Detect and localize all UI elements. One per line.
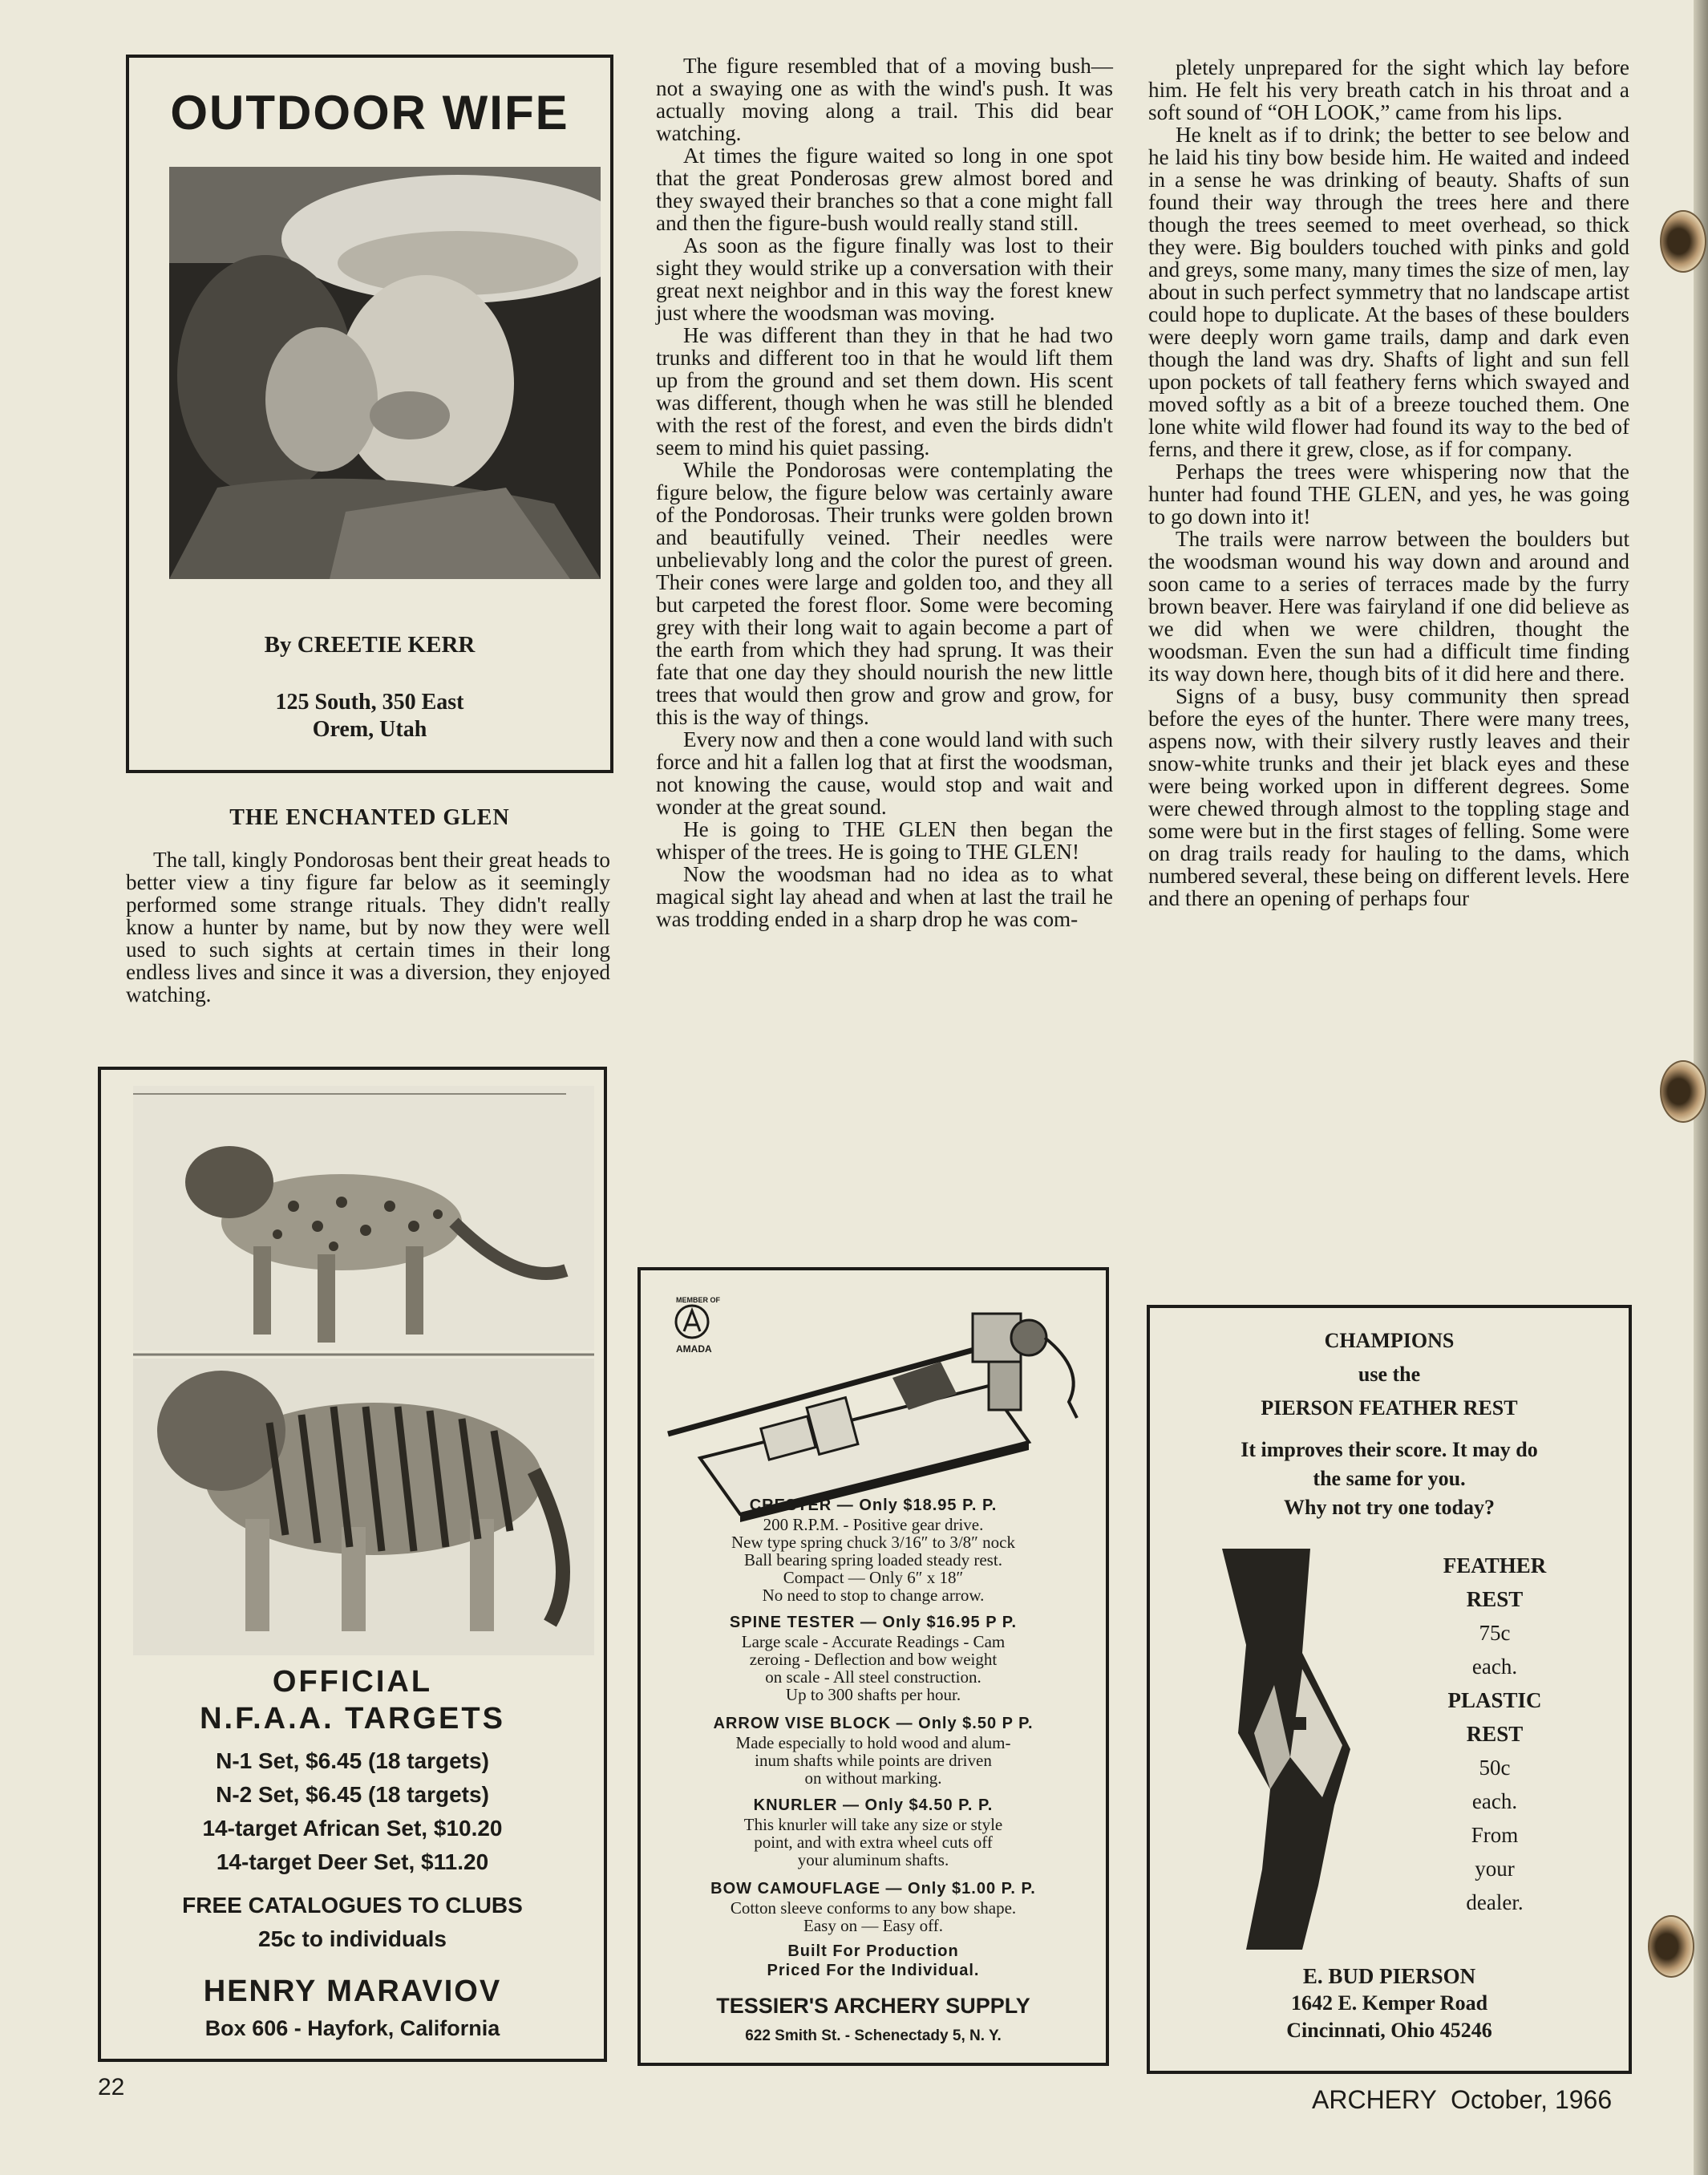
punch-hole (1660, 210, 1706, 273)
spine-line: on scale - All steel construction. (765, 1667, 981, 1687)
article-paragraph: pletely unprepared for the sight which lay before him. He felt his very breath catch in his throat and a soft sound of “OH LOOK,” came from his lips. (1148, 55, 1629, 124)
knurler-line: This knurler will take any size or style (743, 1815, 1003, 1834)
targets-title: OFFICIAL (272, 1665, 433, 1699)
target-item: 14-target African Set, $10.20 (202, 1816, 503, 1841)
seller-name: HENRY MARAVIOV (203, 1975, 502, 2008)
article-heading: THE ENCHANTED GLEN (229, 805, 510, 830)
price-list-line: dealer. (1466, 1890, 1524, 1914)
article-paragraph: Now the woodsman had no idea as to what magical sight lay ahead and when at last the trail he was trodding ended in a sharp drop he was com- (656, 862, 1113, 931)
column-title: OUTDOOR WIFE (170, 86, 569, 140)
pierson-line: Why not try one today? (1284, 1496, 1495, 1519)
pierson-product: PIERSON FEATHER REST (1261, 1396, 1518, 1420)
author-photo (169, 167, 601, 579)
crester-machine-illustration (652, 1282, 1101, 1522)
svg-text:AMADA: AMADA (676, 1343, 712, 1355)
article-paragraph: The figure resembled that of a moving bush—not a swaying one as with the wind's push. It was actually moving along a trail. This did bear watching. (656, 54, 1113, 145)
author-city: Orem, Utah (312, 717, 427, 742)
tessier-address: 622 Smith St. - Schenectady 5, N. Y. (745, 2027, 1002, 2044)
punch-hole (1660, 1060, 1706, 1123)
price-list (1415, 1549, 1575, 1919)
article-paragraph: He knelt as if to drink; the better to see below and he laid his tiny bow beside him. He waited and indeed in a sense he was drinking of beauty. Shafts of sun found their way through the trees here and there though the trees seemed to meet overhead, so thick they were. Big boulders touched with pinks and gold and greys, some many, many times the size of men, lay about in such perfect symmetry that no landscape artist could hope to duplicate. At the bases of these boulders were deeply worn game trails, damp and dark even though the land was dry. Shafts of light and sun fell upon pockets of tall feathery ferns which swayed and moved softly as a bit of a breeze touched them. One lone white wild flower had found its way to the bed of ferns, and there it grew, close, as if for company. (1148, 123, 1629, 461)
pierson-headline: CHAMPIONS (1324, 1329, 1455, 1352)
author-box (126, 55, 613, 773)
crester-line: No need to stop to change arrow. (762, 1586, 985, 1605)
price-list-line: REST (1466, 1587, 1524, 1611)
vise-line: Made especially to hold wood and alum- (735, 1733, 1011, 1752)
article-paragraph: Every now and then a cone would land with such force and hit a fallen log that at first the woodsman, not knowing the cause, would stop and wait and wonder at the great sound. (656, 727, 1113, 819)
knurler-heading: KNURLER — Only $4.50 P. P. (753, 1796, 994, 1814)
targets-ad (98, 1067, 607, 2062)
crester-line: Compact — Only 6″ x 18″ (783, 1568, 964, 1587)
article-paragraph: As soon as the figure finally was lost to their sight they would strike up a conversation with their great next neighbor and in this way the forest knew just where the woodsman was moving. (656, 233, 1113, 325)
tessier-name: TESSIER'S ARCHERY SUPPLY (716, 1994, 1030, 2018)
punch-hole (1648, 1915, 1694, 1978)
vise-line: on without marking. (804, 1768, 942, 1788)
pierson-city: Cincinnati, Ohio 45246 (1286, 2019, 1492, 2042)
pierson-address: 1642 E. Kemper Road (1290, 1991, 1488, 2015)
author-address: 125 South, 350 East (275, 690, 464, 715)
article-paragraph: While the Pondorosas were contemplating the figure below, the figure below was certainly aware of the Pondorosas. Their trunks were golden brown and beautifully veined. Their needles were unbelievably long and the color the purest of green. Their cones were large and golden too, and they all but carpeted the forest floor. Some were becoming grey with their long wait to again become a part of the earth from which they had sprung. It was their fate that one day they should nourish the new little trees that would then grow and grow and grow, for this is the way of things. (656, 458, 1113, 729)
article-column-2 (656, 55, 1113, 930)
price-list-line: your (1475, 1857, 1515, 1881)
spine-line: zeroing - Deflection and bow weight (749, 1650, 998, 1669)
article-column-1 (126, 849, 610, 1006)
seller-address: Box 606 - Hayfork, California (204, 2016, 500, 2040)
magazine-footer: ARCHERY October, 1966 (1312, 2085, 1613, 2114)
knurler-line: your aluminum shafts. (797, 1850, 949, 1869)
article-paragraph: He was different than they in that he had two trunks and different too in that he would lift them up from the ground and set them down. His scent was different, though when he was still he blended with the rest of the forest, and even the birds didn't seem to mind his quiet passing. (656, 323, 1113, 460)
price-list-line: each. (1471, 1789, 1518, 1813)
bow-camouflage-line: Cotton sleeve conforms to any bow shape. (730, 1898, 1017, 1918)
target-item: N-1 Set, $6.45 (18 targets) (216, 1748, 489, 1773)
pierson-line: the same for you. (1313, 1467, 1466, 1490)
tessier-ad (637, 1267, 1109, 2066)
pierson-name: E. BUD PIERSON (1302, 1964, 1476, 1988)
article-paragraph: Perhaps the trees were whispering now that the hunter had found THE GLEN, and yes, he was going to go down into it! (1148, 460, 1629, 529)
spine-line: Large scale - Accurate Readings - Cam (741, 1632, 1006, 1651)
bow-camouflage-heading: BOW CAMOUFLAGE — Only $1.00 P. P. (710, 1880, 1036, 1898)
knurler-line: point, and with extra wheel cuts off (754, 1833, 993, 1852)
price-list-line: REST (1466, 1722, 1524, 1746)
page-number: 22 (98, 2074, 125, 2100)
article-paragraph: At times the figure waited so long in one spot that the great Ponderosas grew almost bored and they swayed their branches so that a cone might fall and then the figure-bush would really stand still. (656, 144, 1113, 235)
price-list-line: each. (1471, 1655, 1518, 1679)
price-list-line: FEATHER (1443, 1553, 1547, 1578)
pierson-ad (1147, 1305, 1632, 2074)
spine-line: Up to 300 shafts per hour. (785, 1685, 961, 1704)
bow-camouflage-line: Easy on — Easy off. (803, 1916, 943, 1935)
article-paragraph: The tall, kingly Pondorosas bent their great heads to better view a tiny figure far below as it seemingly performed some strange rituals. They didn't really know a hunter by name, but by now they were well used to such sights at certain times in their long endless lives and since it was a diversion, they enjoyed watching. (126, 848, 610, 1006)
crester-line: 200 R.P.M. - Positive gear drive. (763, 1515, 984, 1534)
article-paragraph: He is going to THE GLEN then began the whisper of the trees. He is going to THE GLEN! (656, 817, 1113, 864)
article-paragraph: Signs of a busy, busy community then spread before the eyes of the hunter. There were many trees, aspens now, with their silvery rustly leaves and their snow-white trunks and their jet black eyes and these were being worked upon in different degrees. Some were chewed through almost to the toppling stage and some were but in the first stages of felling. Some were on drag trails ready for hauling to the dams, which numbered several, these being on different levels. Here and there an opening of perhaps four (1148, 684, 1629, 910)
price-list-line: PLASTIC (1447, 1688, 1542, 1712)
free-catalogues: FREE CATALOGUES TO CLUBS (182, 1893, 523, 1918)
price-list-line: 75c (1479, 1621, 1511, 1645)
crester-heading: CRESTER — Only $18.95 P. P. (749, 1497, 998, 1514)
priced-for-individual: Priced For the Individual. (767, 1962, 980, 1979)
pierson-line: use the (1358, 1363, 1421, 1386)
vise-heading: ARROW VISE BLOCK — Only $.50 P P. (713, 1715, 1034, 1732)
targets-title-2: N.F.A.A. TARGETS (200, 1702, 505, 1736)
article-column-3 (1148, 56, 1629, 909)
price-list-line: 50c (1479, 1756, 1511, 1780)
built-for-production: Built For Production (787, 1942, 959, 1960)
article-paragraph: The trails were narrow between the boulders but the woodsman wound his way down and around and soon came to a series of terraces made by the furry brown beaver. Here was fairyland if one did believe as we did when we were children, thought the woodsman. Even the sun had a difficult time finding its way down here, though bits of it did here and there. (1148, 527, 1629, 686)
target-item: 14-target Deer Set, $11.20 (216, 1849, 489, 1874)
spine-tester-heading: SPINE TESTER — Only $16.95 P P. (729, 1614, 1018, 1631)
catalogue-price: 25c to individuals (258, 1926, 447, 1951)
vise-line: inum shafts while points are driven (755, 1751, 992, 1770)
crester-line: New type spring chuck 3/16″ to 3/8″ nock (731, 1533, 1016, 1552)
amada-logo-label: MEMBER OF (676, 1296, 720, 1304)
price-list-line: From (1471, 1823, 1519, 1847)
bow-riser-illustration (1214, 1549, 1366, 1950)
author-name: By CREETIE KERR (264, 632, 476, 658)
pierson-line: It improves their score. It may do (1241, 1438, 1538, 1461)
crester-line: Ball bearing spring loaded steady rest. (744, 1550, 1002, 1569)
target-item: N-2 Set, $6.45 (18 targets) (216, 1782, 489, 1807)
